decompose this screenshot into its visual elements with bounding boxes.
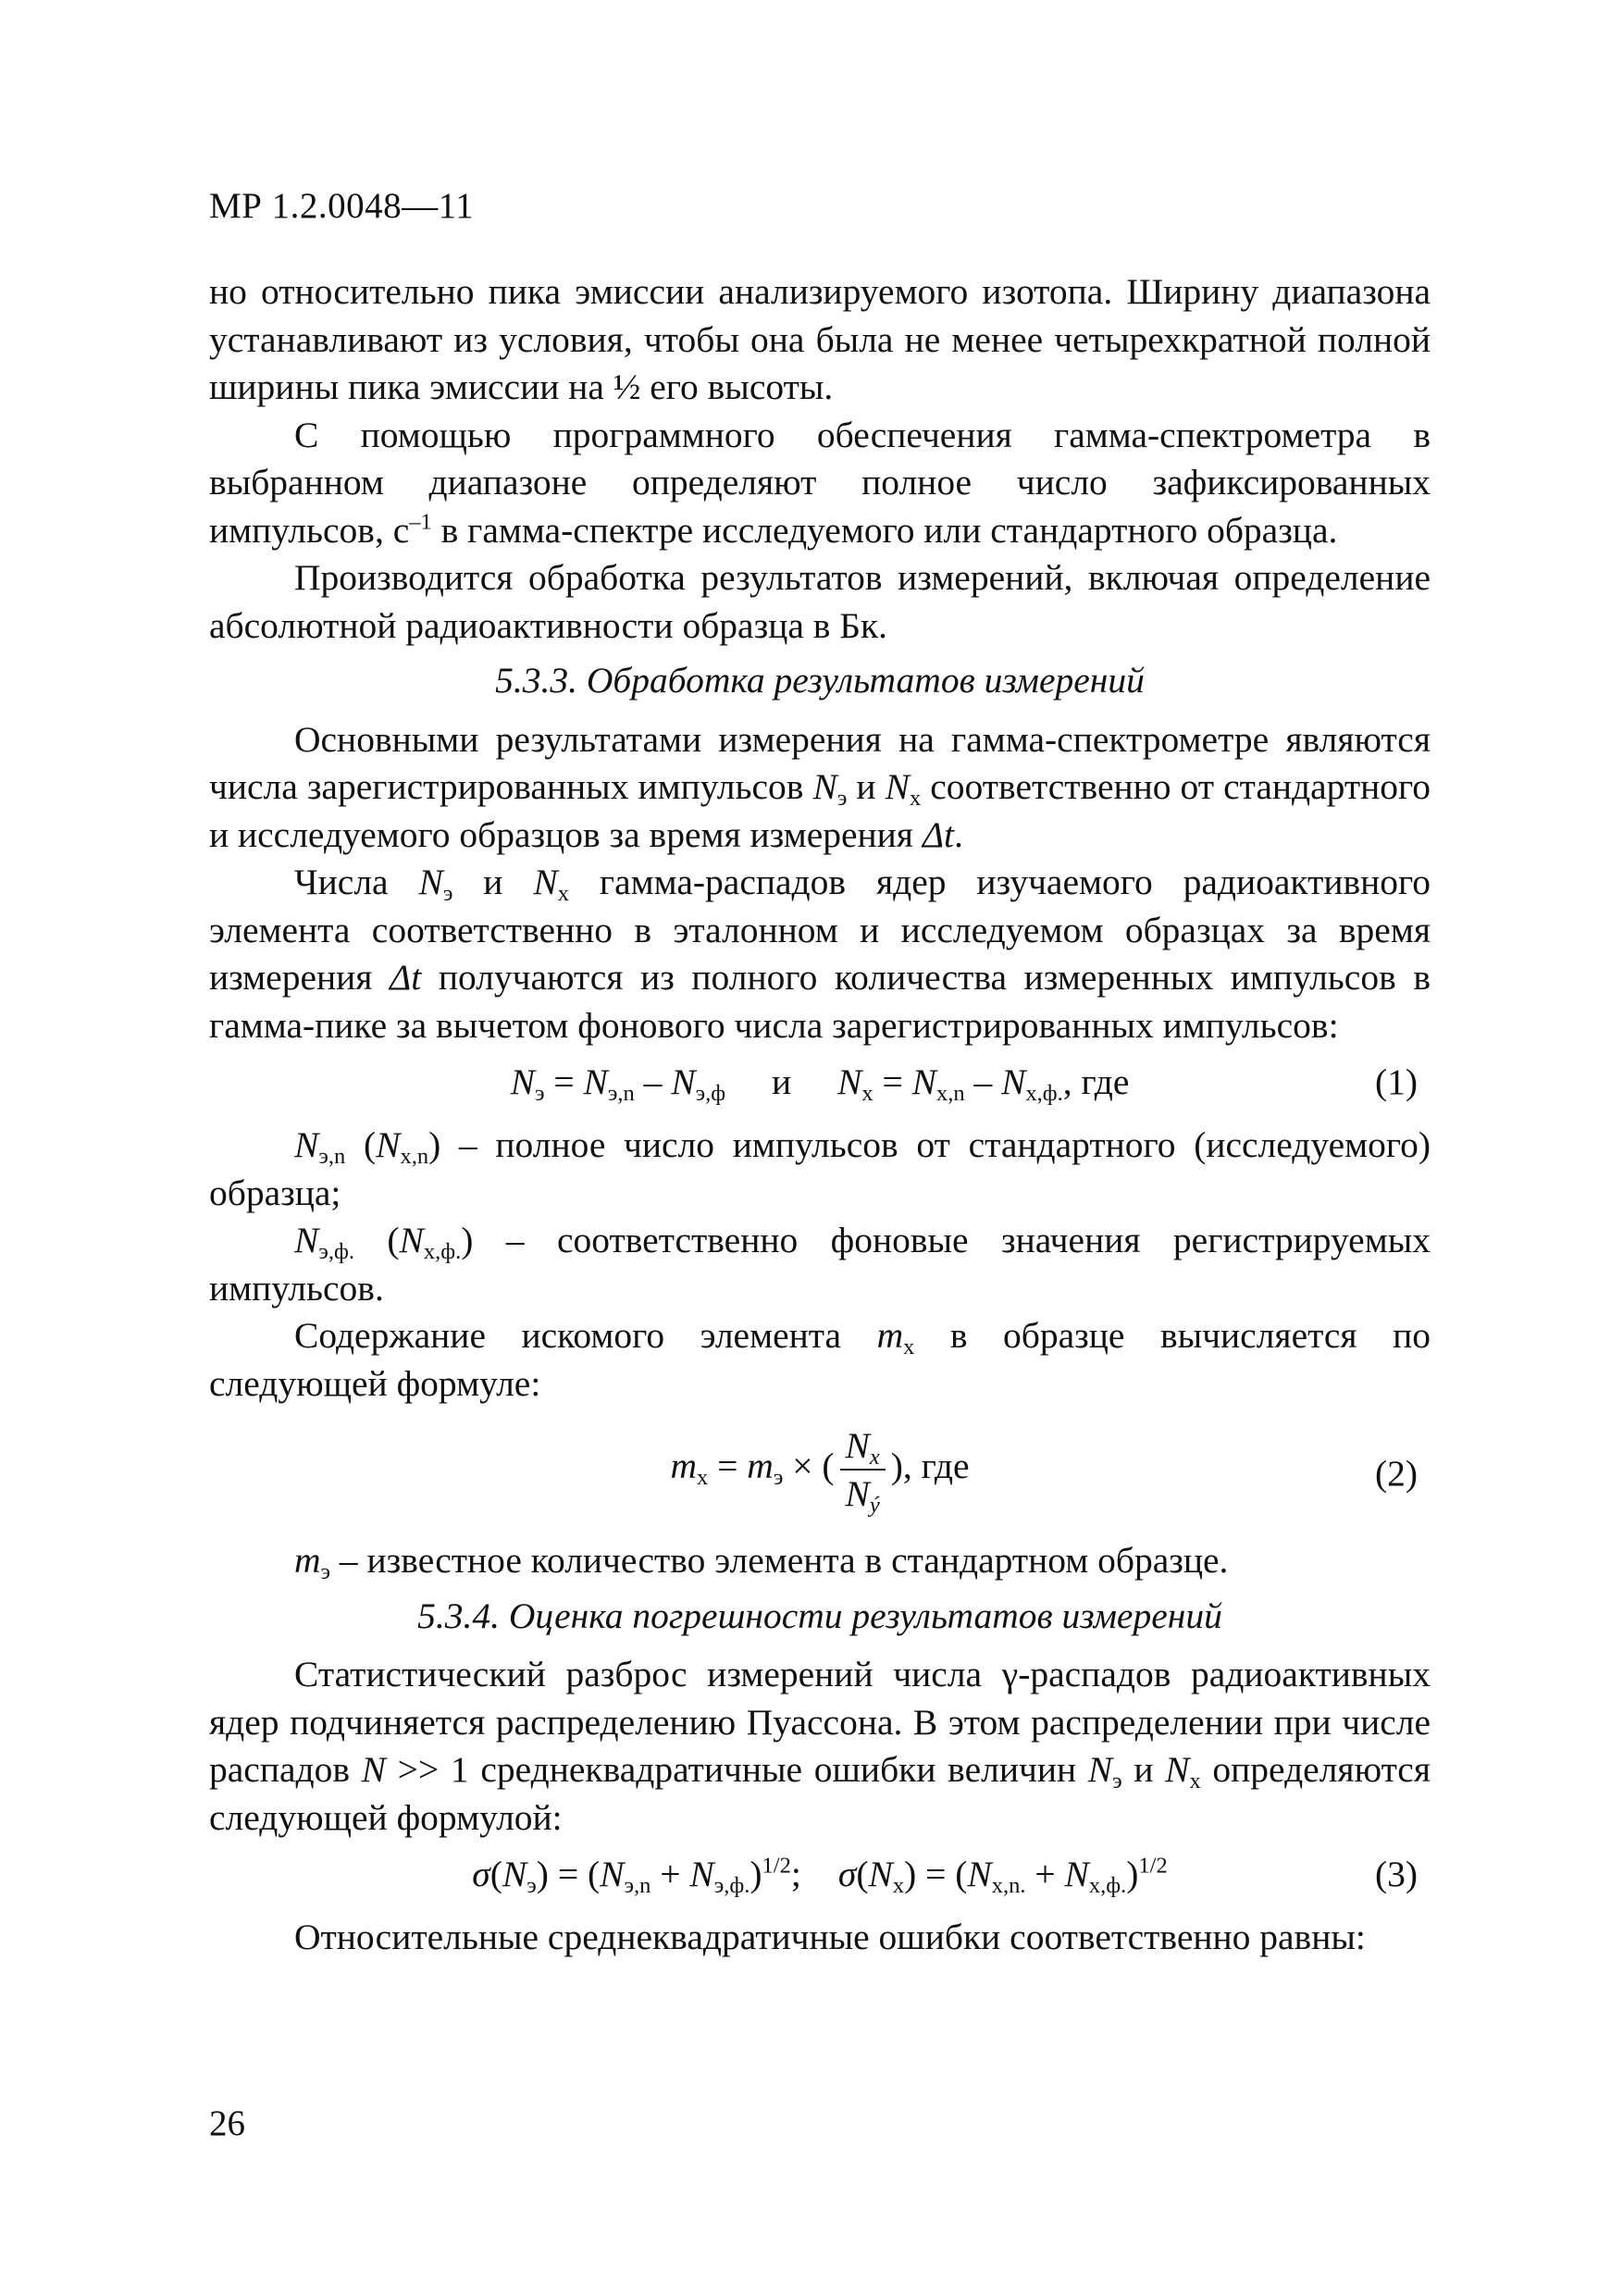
equation-3-number: (3) <box>1374 1854 1418 1894</box>
equation-1-number: (1) <box>1374 1061 1418 1102</box>
paragraph-7: $N_{э,ф.}$ $(N_{x,ф.})$ – соответственно фоновые значения регистрируемых импульсов. <box>209 1220 1431 1309</box>
paragraph-6: $N_{э,n}$ $(N_{x,n})$ – полное число импульсов от стандартного (исследуемого) образца; <box>209 1124 1431 1213</box>
equation-3 <box>209 1851 1431 1908</box>
equation-1-body: $N_э = N_{э,n} - N_{э,ф}$ и $N_x = N_{x,n} - N_{x,ф.}$, где <box>510 1061 1130 1106</box>
paragraph-9: $m_э$ – известное количество элемента в стандартном образце. <box>294 1540 1229 1584</box>
page-number: 26 <box>209 2104 245 2143</box>
equation-2-number: (2) <box>1374 1453 1418 1494</box>
paragraph-10: Статистический разброс измерений числа γ-распадов радиоактивных ядер подчиняется распределению Пуассона. В этом распределении при числе распадов N >> 1 среднеквадратичные ошибки величин $N_э$ и $N_x$ определяются следующей формулой: <box>209 1654 1431 1838</box>
section-heading-5-3-4: 5.3.4. Оценка погрешности результатов измерений <box>417 1595 1222 1636</box>
body-text <box>209 268 1431 1962</box>
running-header: МР 1.2.0048—11 <box>209 186 475 226</box>
equation-1 <box>209 1059 1431 1116</box>
paragraph-5: Числа $N_э$ и $N_x$ гамма-распадов ядер изучаемого радиоактивного элемента соответственно в эталонном и исследуемом образцах за время измерения Δt получаются из полного количества измеренных импульсов в гамма-пике за вычетом фонового числа зарегистрированных импульсов: <box>209 862 1431 1046</box>
paragraph-4: Основными результатами измерения на гамма-спектрометре являются числа зарегистрированных импульсов $N_э$ и $N_x$ соответственно от стандартного и исследуемого образцов за время измерения Δt. <box>209 718 1431 855</box>
equation-2 <box>209 1417 1431 1532</box>
equation-2-body: $m_x = m_э$ × ( $\frac{N_x}{N_ý}$ ), где <box>209 1422 1431 1517</box>
equation-3-body: $\sigma(N_э) = (N_{э,n} + N_{э,ф.})^{1/2}$; $\sigma(N_x) = (N_{x,n.} + N_{x,ф.})^{1/2}$ <box>472 1853 1168 1898</box>
paragraph-2: С помощью программного обеспечения гамма-спектрометра в выбранном диапазоне определяют полное число зафиксированных импульсов, $с^{-1}$ в гамма-спектре исследуемого или стандартного образца. <box>209 414 1431 551</box>
fraction: $\frac{N_x}{N_ý}$ <box>840 1422 886 1517</box>
paragraph-8: Содержание искомого элемента $m_x$ в образце вычисляется по следующей формуле: <box>209 1315 1431 1404</box>
section-heading-5-3-3: 5.3.3. Обработка результатов измерений <box>495 660 1145 701</box>
paragraph-1: но относительно пика эмиссии анализируемого изотопа. Ширину диапазона устанавливают из условия, чтобы она была не менее четырехкратной полной ширины пика эмиссии на ½ его высоты. <box>209 271 1431 407</box>
paragraph-11: Относительные среднеквадратичные ошибки соответственно равны: <box>294 1917 1366 1957</box>
paragraph-3: Производится обработка результатов измерений, включая определение абсолютной радиоактивности образца в Бк. <box>209 557 1431 646</box>
